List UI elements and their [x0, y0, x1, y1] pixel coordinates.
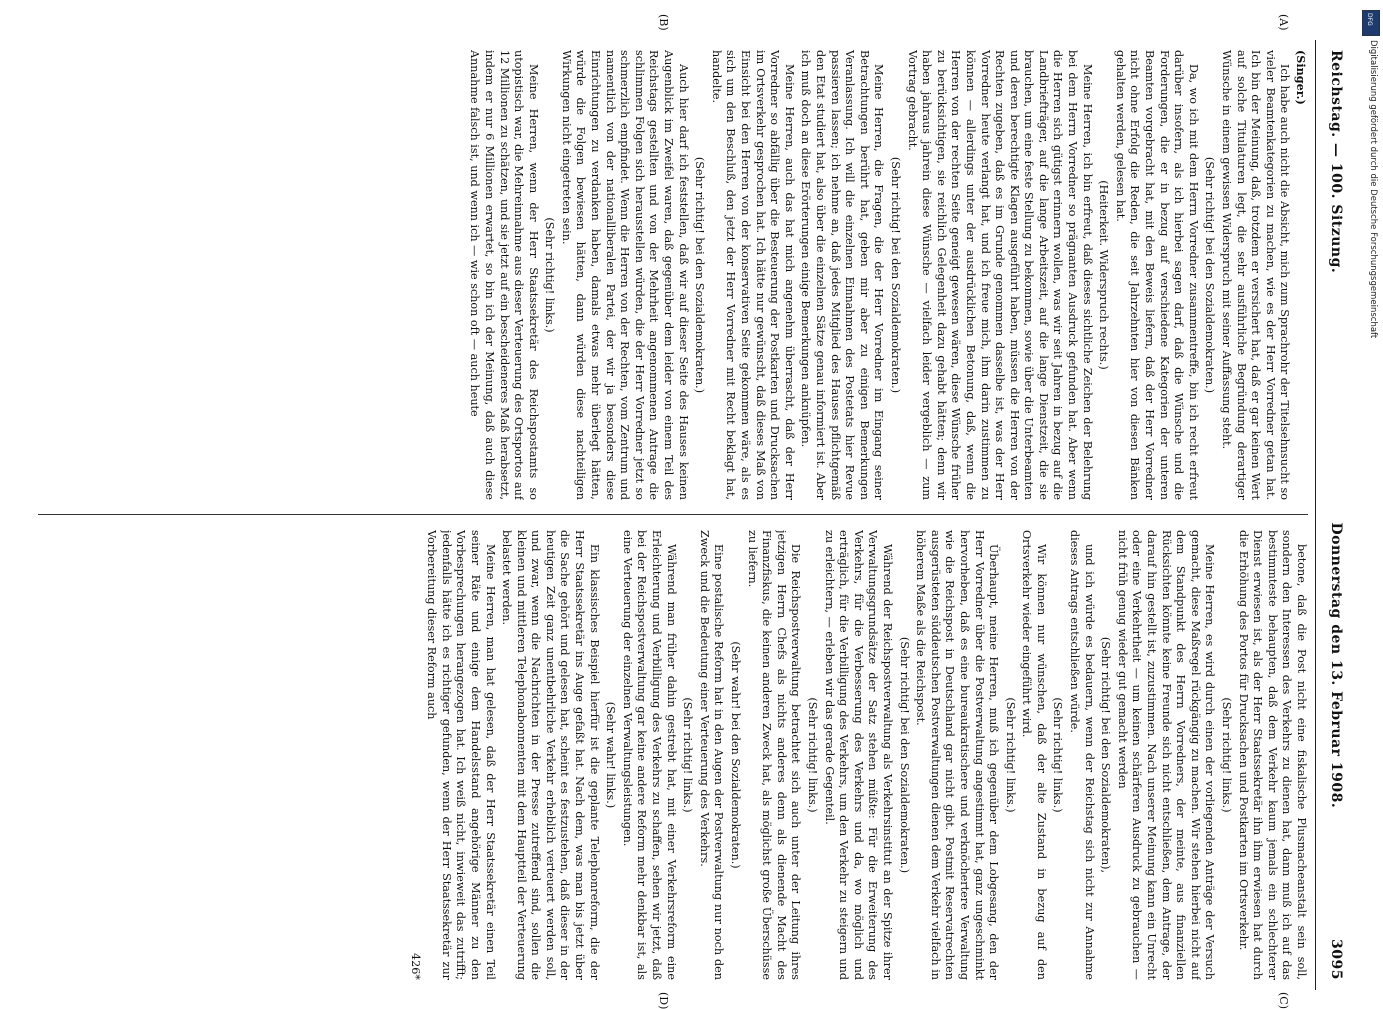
- interjection: (Sehr richtig! bei den Sozialdemokraten.): [1203, 156, 1217, 394]
- signature-mark: 426*: [408, 953, 422, 980]
- page-header: [1320, 40, 1350, 990]
- header-session: Reichstag. — 100. Sitzung.: [1328, 50, 1344, 274]
- rotated-page: [30, 14, 1350, 1009]
- paragraph: Auch hier darf ich feststellen, daß wir auf dieser Seite des Hauses keinen Augenblick im Zweifel waren, daß gegenüber dem leider von einem Teil des Reichstags gestellten und von der Mehrheit angenommenen Antrage die schlimmen Folgen sich herausstellen würden, die der Herr Vorredner jetzt so schmerzlich empfindet. Wenn die Herren von der Rechten, vom Zentrum und namentlich von der nationalliberalen Partei, der wir ja besonders diese Einrichtungen zu verdanken haben, damals etwas mehr überlegt hätten, würde die Folgen bewiesen hätten, dann würden diese nachteiligen Wirkungen nicht eingetreten sein.: [559, 50, 690, 500]
- paragraph: Meine Herren, wenn der Herr Staatssekretär des Reichspostamts so utopistisch war, die Mehreinnahme aus dieser Verteuerung des Ortsportos auf 12 Millionen zu schätzen, und sie jetzt auf ein bescheideneres Maß herabsetzt, indem er nur 6 Millionen erwartet, so bin ich der Meinung, daß auch diese Annahme falsch ist, und wenn ich — wie schon oft — auch heute: [468, 50, 540, 500]
- header-date: Donnerstag den 13. Februar 1908.: [1328, 522, 1344, 809]
- paragraph: Eine postalische Reform hat in den Augen der Postverwaltung nur noch den Zweck und die Bedeutung einer Verteuerung des Verkehrs.: [697, 530, 726, 980]
- left-column: [38, 50, 1308, 500]
- header-rule: [1315, 40, 1316, 990]
- credit-text: Digitalisierung gefördert durch die Deutsche Forschungsgemeinschaft: [1368, 40, 1378, 339]
- margin-letter-b: (B): [657, 14, 670, 31]
- paragraph: und ich würde es bedauern, wenn der Reichstag sich nicht zur Annahme dieses Antrags entschließen würde.: [1068, 530, 1096, 980]
- paragraph: Die Reichspostverwaltung betrachtet sich auch unter der Leitung ihres jetzigen Herrn Chefs als nichts anderes denn als dienende Macht des Finanzfiskus, die keinen anderen Zweck hat, als möglichst große Überschüsse zu liefern.: [745, 530, 803, 980]
- paragraph: Überhaupt, meine Herren, muß ich gegenüber dem Lobgesang, den der Herr Vorredner über die Postverwaltung angestimmt hat, ganz ungeschminkt hervorheben, daß es eine bureaukratischere und verknöchertere Verwaltung wie die Reichspost in Deutschland gar nicht gibt. Postmit Reservatrechten ausgerüsteten süddeutschen Postverwaltungen dienen dem Verkehr vielfach in höherem Maße als die Reichspost.: [914, 530, 1001, 980]
- interjection: (Sehr richtig! bei den Sozialdemokraten.): [693, 156, 707, 394]
- interjection: (Sehr wahr! links.): [604, 701, 618, 809]
- interjection: (Sehr richtig! bei den Sozialdemokraten),: [1099, 636, 1113, 874]
- right-column: [38, 530, 1308, 980]
- interjection: (Sehr wahr! bei den Sozialdemokraten.): [729, 641, 743, 869]
- interjection: (Sehr richtig! links.): [1051, 697, 1065, 813]
- text-columns: [38, 40, 1308, 990]
- interjection: (Heiterkeit. Widerspruch rechts.): [1097, 180, 1111, 370]
- dfg-logo: [1362, 10, 1380, 36]
- logo-text: DFG: [1366, 13, 1373, 26]
- interjection: (Sehr richtig! links.): [1220, 697, 1234, 813]
- interjection: (Sehr richtig! bei den Sozialdemokraten.): [897, 636, 911, 874]
- paragraph: Meine Herren, die Fragen, die der Herr Vorredner im Eingang seiner Betrachtungen berührt hat, geben mir aber zu einigen Bemerkungen Veranlassung. Ich will die einzelnen Einnahmen des Postetats hier Revue passieren lassen; ich nehme an, daß jedes Mitglied des Hauses pflichtgemäß den Etat studiert hat, also über die einzelnen Sätze genau informiert ist. Aber ich muß doch an diese Erörterungen einige Bemerkungen anknüpfen.: [799, 50, 886, 500]
- margin-letter-d: (D): [657, 992, 670, 1009]
- paragraph: Meine Herren, man hat gelesen, daß der Herr Staatssekretär einen Teil seiner Räte und einige dem Handelsstand angehörige Männer zu den Vorbesprechungen herangezogen hat. Ich weiß nicht, inwieweit das zutrifft; jedenfalls hätte ich es richtiger gefunden, wenn der Herr Staatssekretär zur Vorbereitung dieser Reform auch: [425, 530, 497, 980]
- paragraph: Ich habe auch nicht die Absicht, mich zum Sprachrohr der Titelsehnsucht so vieler Beamtenkategorien zu machen, wie es der Herr Vorredner getan hat. Ich bin der Meinung, daß, trotzdem er versichert hat, daß er gar keinen Wert auf solche Titulaturen legt, die sehr ausführliche Begründung derartiger Wünsche in einem gewissen Widerspruch mit seiner Auffassung steht.: [1220, 50, 1292, 500]
- page-number: 3095: [1328, 939, 1344, 980]
- interjection: (Sehr richtig! links.): [681, 697, 695, 813]
- digitization-credit: [1360, 10, 1380, 990]
- paragraph: Meine Herren, ich bin erfreut, daß dieses sichtliche Zeichen der Belehrung bei dem Herrn Vorredner so prägnanten Ausdruck gefunden hat. Aber wenn die Herren sich gütigst erinnern wollen, was wir seit Jahren in bezug auf die Landbriefträger, auf die lange Arbeitszeit, auf die lange Dienstzeit, die sie brauchen, um eine feste Stellung zu bekommen, sowie über die Unterbeamten und deren berechtigte Klagen ausgeführt haben, müssen die Herren von der Rechten zugeben, daß es im Grunde genommen dasselbe ist, was der Herr Vorredner heute verlangt hat, und ich freue mich, ihm darin zustimmen zu können — allerdings unter der ausdrücklichen Betonung, daß, wenn die Herren von der rechten Seite geneigt gewesen wären, diese Wünsche früher zu berücksichtigen, sie reichlich Gelegenheit dazu gehabt hätten; denn wir haben jahraus jahrein diese Wünsche — vielfach leider vergeblich — zum Vortrag gebracht.: [905, 50, 1094, 500]
- interjection: (Sehr richtig! bei den Sozialdemokraten.): [888, 156, 902, 394]
- column-separator: [38, 514, 1308, 515]
- paragraph: Da, wo ich mit dem Herrn Vorredner zusammentreffe, bin ich recht erfreut darüber insofern, als ich hierbei sagen darf, daß die Wünsche und die Forderungen, die er in bezug auf verschiedene Kategorien der unteren Beamten vorgebracht hat, mit den Beweis liefern, daß der Herr Vorredner nicht ohne Erfolg die Reden, die seit Jahrzehnten hier von diesen Bänken gehalten werden, gelesen hat.: [1113, 50, 1200, 500]
- header-date-and-page: [1328, 523, 1344, 981]
- interjection: (Sehr richtig! links.): [806, 697, 819, 813]
- margin-letter-a: (A): [1277, 14, 1290, 31]
- paragraph: Ein klassisches Beispiel hierfür ist die geplante Telephonreform, die der Herr Staatssekretär ins Auge gefaßt hat. Nach dem, was man bis jetzt über die Sache gehört und gelesen hat, scheint es festzustehen, daß dieser in der heutigen Zeit ganz unentbehrliche Verkehr erheblich verteuert werden soll, und zwar, wenn die Nachrichten in der Presse zutreffend sind, sollen die kleinen und mittleren Telephonabonnenten mit dem Hauptteil der Verteuerung belastet werden.: [500, 530, 601, 980]
- interjection: (Sehr richtig! links.): [1003, 697, 1017, 813]
- margin-letter-c: (C): [1277, 992, 1290, 1009]
- paragraph: Während der Reichspostverwaltung als Verkehrsinstitut an der Spitze ihrer Verwaltungsgrundsätze der Satz stehen müßte: Für die Erweiterung des Verkehrs, für die Verbesserung des Verkehrs und da, wo möglich und erträglich, für die Verbilligung des Verkehrs, um den Verkehr zu steigern und zu erleichtern, — erleben wir das gerade Gegenteil.: [822, 530, 894, 980]
- interjection: (Sehr richtig! links.): [543, 217, 557, 333]
- paragraph: Während man früher dahin gestrebt hat, mit einer Verkehrsreform eine Erleichterung und Verbilligung des Verkehrs zu schaffen, sehen wir jetzt, daß bei der Reichspostverwaltung gar keine andere Reform mehr denkbar ist, als eine Verteuerung der einzelnen Verwaltungsleistungen.: [620, 530, 678, 980]
- paragraph: betone, daß die Post nicht eine fiskalische Plusmacheanstalt sein soll, sondern den Interessen des Verkehrs zu dienen hat, dann muß ich auf das bestimmteste behaupten, daß dem Verkehr kaum jemals ein schlechterer Dienst erwiesen ist, als der Herr Staatssekretär ihn ihm erwiesen hat durch die Erhöhung des Portos für Drucksachen und Postkarten im Ortsverkehr.: [1236, 530, 1308, 980]
- speaker-name: (Singer.): [1294, 50, 1308, 105]
- paragraph: Meine Herren, es wird durch einen der vorliegenden Anträge der Versuch gemacht, diese Maßregel rückgängig zu machen. Wir stehen hierbei nicht auf dem Standpunkt des Herrn Vorredners, der meinte, aus finanziellen Rücksichten könnte keine Freunde sich nicht entschließen, dem Antrage, der darauf hin gestellt ist, zuzustimmen. Nach unserer Meinung kann ein Unrecht oder eine Verkehrtheit — um keinen schärferen Ausdruck zu gebrauchen — nicht früh genug wieder gut gemacht werden: [1115, 530, 1217, 980]
- paragraph: Meine Herren, auch das hat mich angenehm überrascht, daß der Herr Vorredner so abfällig über die Besteuerung der Postkarten und Drucksachen im Ortsverkehr gesprochen hat. Ich hätte nur gewünscht, daß dieses Maß von Einsicht bei den Herren von der konservativen Seite gekommen wäre, als es sich um den Beschluß, den jetzt der Herr Vorredner mit Recht beklagt hat, handelte.: [709, 50, 796, 500]
- paragraph: Wir können nur wünschen, daß der alte Zustand in bezug auf den Ortsverkehr wieder eingeführt wird.: [1020, 530, 1048, 980]
